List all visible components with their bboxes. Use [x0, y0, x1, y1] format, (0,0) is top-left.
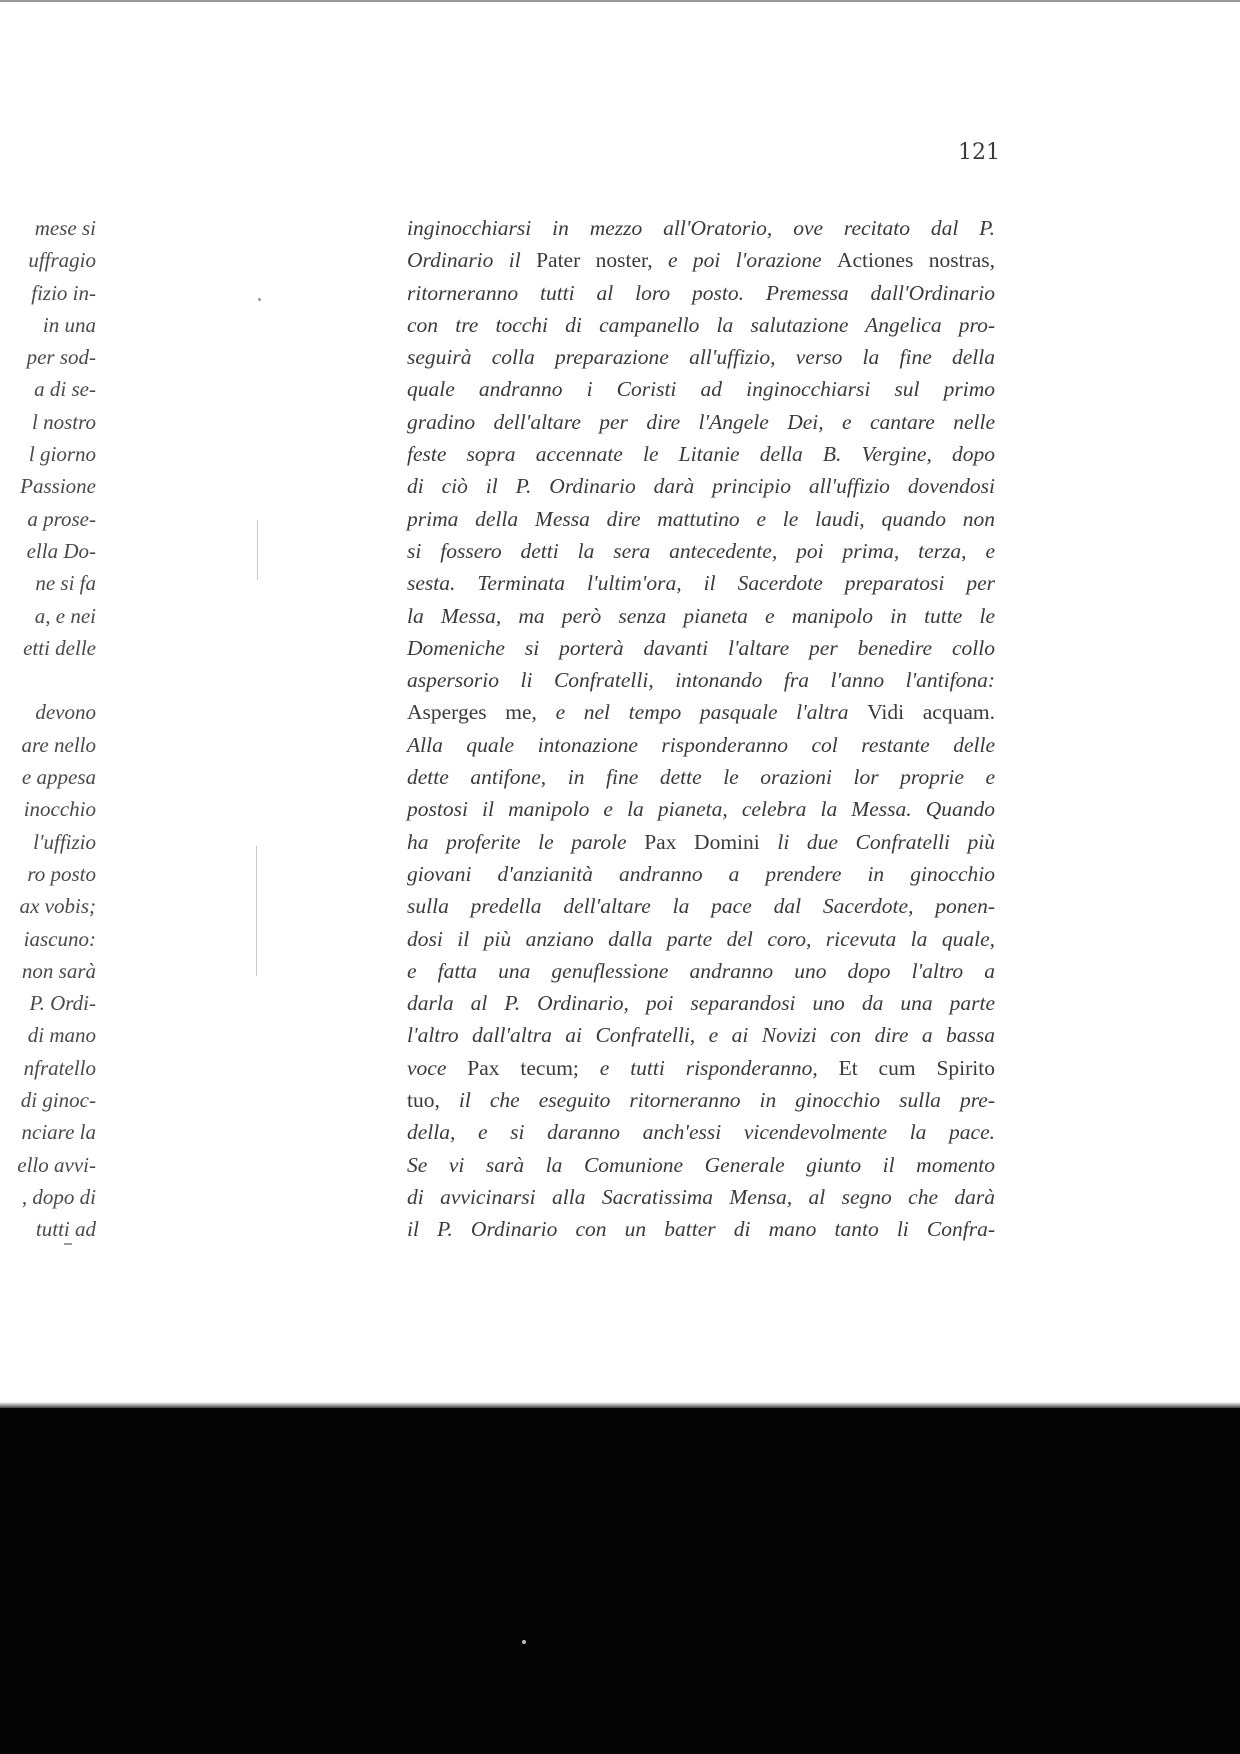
latin-phrase: Pax tecum; [467, 1055, 579, 1080]
text-line [407, 567, 995, 599]
text-segment: quale andranno i Coristi ad inginocchiarsi sul primo [407, 377, 995, 402]
text-line [407, 793, 995, 825]
prev-page-line: non sarà [21, 958, 96, 983]
text-segment: seguirà colla preparazione all'uffizio, verso la fine della [407, 345, 995, 370]
text-segment: con tre tocchi di campanello la salutazione Angelica pro- [407, 312, 995, 337]
prev-page-line: uffragio [28, 248, 96, 273]
latin-phrase: Pax Domini [644, 829, 760, 854]
prev-page-line: mese si [34, 216, 96, 240]
prev-page-line: per sod- [26, 345, 96, 370]
prev-page-line: iascuno: [23, 926, 96, 951]
prev-page-line: l'uffizio [33, 829, 96, 854]
text-segment: gradino dell'altare per dire l'Angele Dei, e cantare nelle [407, 409, 995, 434]
prev-page-line [0, 664, 96, 696]
text-segment: dosi il più anziano dalla parte del coro, ricevuta la quale, [407, 926, 995, 951]
gutter-crease-mark [256, 846, 257, 976]
text-segment: aspersorio li Confratelli, intonando fra l'anno l'antifona: [407, 668, 995, 693]
prev-page-line: e appesa [21, 765, 96, 790]
text-segment: ha proferite le parole [407, 829, 645, 854]
text-line [407, 373, 995, 405]
text-line [407, 1019, 995, 1051]
prev-page-line: di mano [27, 1023, 96, 1048]
text-line [407, 406, 995, 438]
text-line [407, 212, 995, 244]
text-line [407, 244, 995, 276]
text-segment: di avvicinarsi alla Sacratissima Mensa, al segno che darà [407, 1184, 995, 1209]
text-segment: sulla predella dell'altare la pace dal Sacerdote, ponen- [407, 894, 995, 919]
text-segment: la Messa, ma però senza pianeta e manipolo in tutte le [407, 603, 995, 628]
prev-page-line: ella Do- [26, 538, 96, 563]
text-line [407, 826, 995, 858]
gutter-crease-mark [257, 520, 258, 580]
prev-page-line: nfratello [23, 1055, 96, 1080]
prev-page-line: l giorno [28, 442, 96, 467]
text-line [407, 341, 995, 373]
text-line [407, 535, 995, 567]
latin-phrase: Pater noster, [536, 248, 653, 273]
latin-phrase: Vidi acquam. [867, 700, 995, 725]
prev-page-line: ro posto [27, 861, 96, 886]
margin-mark [64, 1243, 72, 1245]
text-segment: ritorneranno tutti al loro posto. Premessa dall'Ordinario [407, 280, 995, 305]
text-line [407, 1084, 995, 1116]
text-line [407, 503, 995, 535]
text-line [407, 277, 995, 309]
prev-page-line: fizio in- [31, 280, 96, 305]
scan-dark-background [0, 1408, 1240, 1754]
text-line [407, 600, 995, 632]
text-line [407, 923, 995, 955]
text-line [407, 1181, 995, 1213]
text-segment: di ciò il P. Ordinario darà principio all'uffizio dovendosi [407, 474, 995, 499]
text-segment: e nel tempo pasquale l'altra [536, 700, 868, 725]
prev-page-line: etti delle [23, 635, 96, 660]
text-segment: li due Confratelli più [759, 829, 995, 854]
text-segment: darla al P. Ordinario, poi separandosi uno da una parte [407, 991, 995, 1016]
gutter-speck [258, 298, 261, 301]
text-segment: Se vi sarà la Comunione Generale giunto il momento [407, 1152, 995, 1177]
text-segment: e tutti risponderanno, [578, 1055, 839, 1080]
prev-page-line: a, e nei [34, 603, 96, 628]
text-segment: si fossero detti la sera antecedente, poi prima, terza, e [407, 538, 995, 563]
page-top-edge [0, 0, 1240, 2]
text-line [407, 1052, 995, 1084]
text-line [407, 1116, 995, 1148]
text-line [407, 987, 995, 1019]
prev-page-line: ne si fa [35, 571, 96, 596]
prev-page-line: , dopo di [21, 1184, 96, 1209]
text-line [407, 890, 995, 922]
text-segment: feste sopra accennate le Litanie della B. Vergine, dopo [407, 442, 995, 467]
prev-page-line: ello avvi- [17, 1152, 96, 1177]
text-segment: dette antifone, in fine dette le orazioni lor proprie e [407, 765, 995, 790]
text-segment: Ordinario il [407, 248, 537, 273]
prev-page-line: l nostro [32, 409, 96, 434]
prev-page-line: tutti ad [35, 1217, 96, 1242]
prev-page-line: Passione [20, 474, 96, 499]
text-segment: sesta. Terminata l'ultim'ora, il Sacerdote preparatosi per [407, 571, 995, 596]
text-segment: giovani d'anzianità andranno a prendere in ginocchio [407, 861, 995, 886]
scan-speck [522, 1640, 526, 1644]
text-segment: voce [407, 1055, 468, 1080]
text-segment: e fatta una genuflessione andranno uno dopo l'altro a [407, 958, 995, 983]
prev-page-line: a di se- [34, 377, 96, 402]
latin-phrase: Actiones nostras, [836, 248, 996, 273]
text-segment: il che eseguito ritorneranno in ginocchio sulla pre- [439, 1088, 995, 1113]
text-line [407, 309, 995, 341]
text-segment: il P. Ordinario con un batter di mano tanto li Confra- [407, 1217, 995, 1242]
text-line [407, 632, 995, 664]
main-text-column [407, 212, 995, 1246]
previous-page-column [0, 212, 96, 1246]
prev-page-line: P. Ordi- [29, 991, 96, 1016]
prev-page-line: a prose- [27, 506, 96, 531]
text-line [407, 470, 995, 502]
text-segment: postosi il manipolo e la pianeta, celebra la Messa. Quando [407, 797, 995, 822]
prev-page-line: devono [35, 700, 96, 725]
text-segment: Alla quale intonazione risponderanno col restante delle [407, 732, 995, 757]
text-line [407, 729, 995, 761]
text-segment: e poi l'orazione [652, 248, 837, 273]
text-line [407, 1149, 995, 1181]
text-line [407, 438, 995, 470]
latin-phrase: Asperges me, [407, 700, 537, 725]
latin-phrase: tuo, [407, 1088, 440, 1113]
text-line [407, 696, 995, 728]
text-line [407, 761, 995, 793]
page-number: 121 [958, 140, 1000, 165]
text-segment: della, e si daranno anch'essi vicendevolmente la pace. [407, 1120, 995, 1145]
prev-page-line: are nello [21, 732, 96, 757]
prev-page-line: ax vobis; [19, 894, 96, 919]
text-segment: inginocchiarsi in mezzo all'Oratorio, ove recitato dal P. [407, 216, 995, 240]
prev-page-line: nciare la [21, 1120, 96, 1145]
text-line [407, 955, 995, 987]
prev-page-line: in una [42, 312, 96, 337]
text-segment: prima della Messa dire mattutino e le laudi, quando non [407, 506, 995, 531]
text-segment: l'altro dall'altra ai Confratelli, e ai Novizi con dire a bassa [407, 1023, 995, 1048]
prev-page-line: di ginoc- [20, 1088, 96, 1113]
latin-phrase: Et cum Spirito [838, 1055, 995, 1080]
text-line [407, 858, 995, 890]
text-segment: Domeniche si porterà davanti l'altare per benedire collo [407, 635, 995, 660]
text-line [407, 664, 995, 696]
prev-page-line: inocchio [23, 797, 96, 822]
text-line [407, 1213, 995, 1245]
